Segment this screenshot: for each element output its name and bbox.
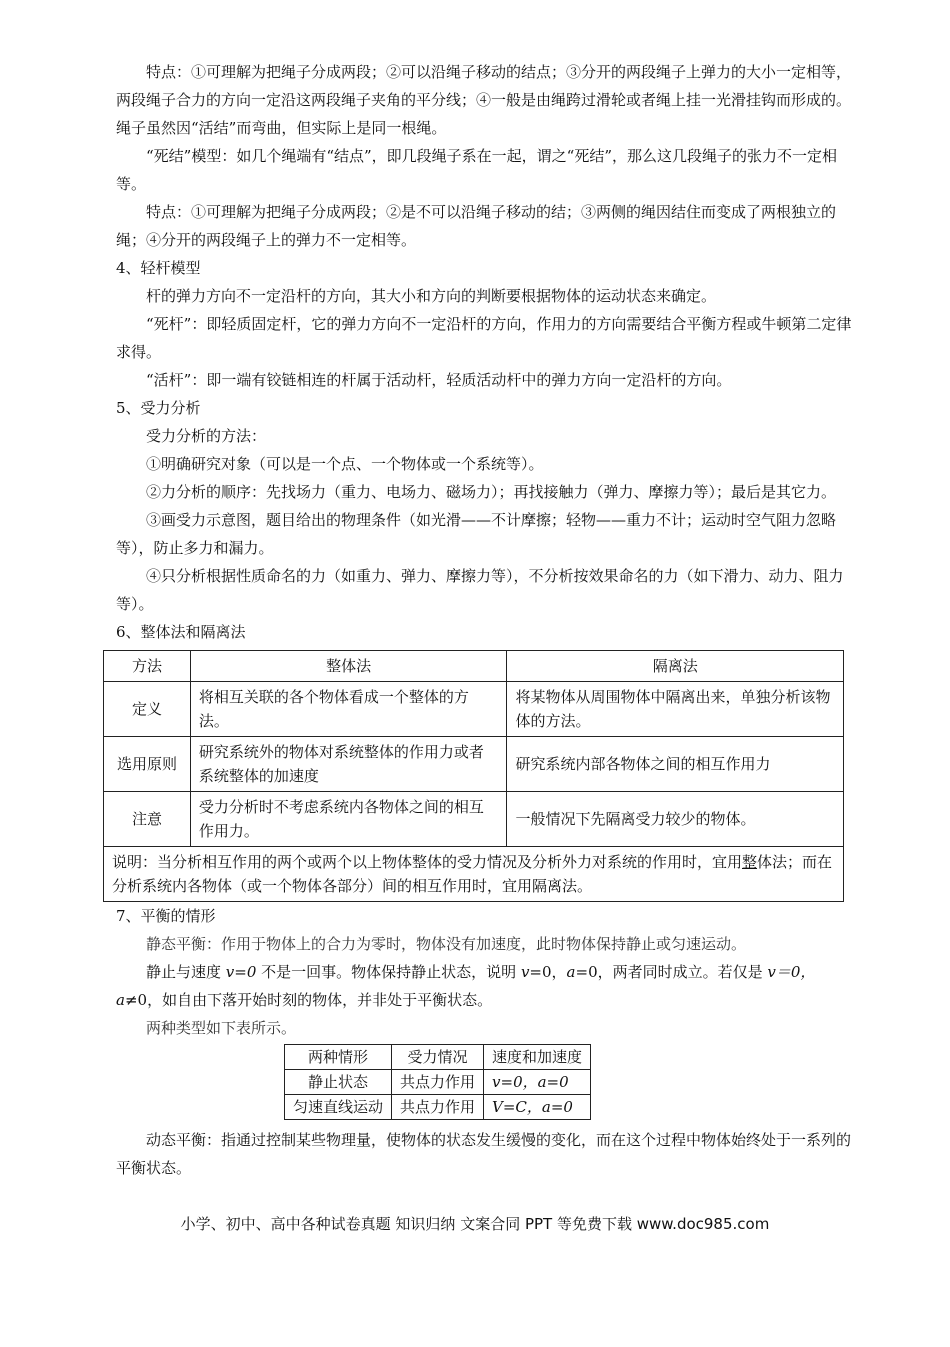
table-header-cell: 速度和加速度 [484, 1045, 591, 1070]
table-cell: V=C，a=0 [484, 1095, 591, 1120]
table-row [285, 1070, 591, 1095]
table-cell: 将相互关联的各个物体看成一个整体的方法。 [190, 682, 507, 737]
section-heading: 5、受力分析 [116, 399, 201, 417]
note-text: 体法；而在分析系统内各物体（或一个物体各部分）间的相互作用时，宜用隔离法。 [112, 853, 833, 895]
table-cell: v=0，a=0 [484, 1070, 591, 1095]
text-run: =0，两者同时成立。若仅是 [575, 963, 768, 981]
math-expr: =0 [234, 963, 257, 981]
table-row [104, 737, 844, 792]
paragraph: 杆的弹力方向不一定沿杆的方向，其大小和方向的判断要根据物体的运动状态来确定。 [146, 287, 717, 305]
equilibrium-types-table [284, 1044, 591, 1120]
table-cell: 选用原则 [104, 737, 191, 792]
table-cell: 匀速直线运动 [285, 1095, 392, 1120]
paragraph: “活杆”：即一端有铰链相连的杆属于活动杆，轻质活动杆中的弹力方向一定沿杆的方向。 [146, 371, 732, 389]
table-cell: 一般情况下先隔离受力较少的物体。 [507, 792, 844, 847]
method-comparison-table [103, 650, 844, 902]
table-note-row [104, 847, 844, 902]
table-cell: 共点力作用 [392, 1070, 484, 1095]
document-body [112, 58, 861, 1182]
paragraph: ②力分析的顺序：先找场力（重力、电场力、磁场力）；再找接触力（弹力、摩擦力等）；最后是其它力。 [146, 483, 837, 501]
table-row [104, 792, 844, 847]
note-text-underlined: 整 [742, 853, 758, 871]
math-expr: ＝0， [775, 963, 816, 981]
table-header-cell: 方法 [104, 651, 191, 682]
text-run: 不是一回事。物体保持静止状态，说明 [256, 963, 521, 981]
table-cell: 共点力作用 [392, 1095, 484, 1120]
text-run: =0， [529, 963, 567, 981]
table-header-cell: 整体法 [190, 651, 507, 682]
table-cell: 受力分析时不考虑系统内各物体之间的相互作用力。 [190, 792, 507, 847]
table-cell: 研究系统内部各物体之间的相互作用力 [507, 737, 844, 792]
math-var: a [566, 963, 576, 981]
table-header-row [104, 651, 844, 682]
paragraph [116, 958, 861, 1014]
table-row [104, 682, 844, 737]
table-note [104, 847, 844, 902]
paragraph: 受力分析的方法： [146, 427, 267, 445]
section-heading: 7、平衡的情形 [116, 907, 216, 925]
paragraph: 两种类型如下表所示。 [146, 1019, 297, 1037]
table-cell: 将某物体从周围物体中隔离出来，单独分析该物体的方法。 [507, 682, 844, 737]
note-text: 说明：当分析相互作用的两个或两个以上物体整体的受力情况及分析外力对系统的作用时，宜用 [112, 853, 743, 871]
paragraph: 动态平衡：指通过控制某些物理量，使物体的状态发生缓慢的变化，而在这个过程中物体始终处于一系列的平衡状态。 [116, 1131, 852, 1177]
paragraph: 特点：①可理解为把绳子分成两段；②是不可以沿绳子移动的结；③两侧的绳因结住而变成了两根独立的绳；④分开的两段绳子上的弹力不一定相等。 [116, 203, 837, 249]
paragraph: ①明确研究对象（可以是一个点、一个物体或一个系统等）。 [146, 455, 544, 473]
paragraph: 特点：①可理解为把绳子分成两段；②可以沿绳子移动的结点；③分开的两段绳子上弹力的大小一定相等，两段绳子合力的方向一定沿这两段绳子夹角的平分线；④一般是由绳跨过滑轮或者绳上挂一光滑挂钩而形成的。绳子虽然因“活结”而弯曲，但实际上是同一根绳。 [116, 63, 852, 137]
table-header-row [285, 1045, 591, 1070]
math-var: v [225, 963, 235, 981]
section-heading: 6、整体法和隔离法 [116, 623, 246, 641]
page-footer: 小学、初中、高中各种试卷真题 知识归纳 文案合同 PPT 等免费下载 www.doc985.com [180, 1215, 770, 1233]
math-var: v [767, 963, 776, 981]
math-var: v [520, 963, 530, 981]
table-cell: 研究系统外的物体对系统整体的作用力或者系统整体的加速度 [190, 737, 507, 792]
paragraph: “死杆”：即轻质固定杆，它的弹力方向不一定沿杆的方向，作用力的方向需要结合平衡方程或牛顿第二定律求得。 [116, 315, 852, 361]
text-run: ≠0，如自由下落开始时刻的物体，并非处于平衡状态。 [124, 991, 493, 1009]
paragraph: ④只分析根据性质命名的力（如重力、弹力、摩擦力等），不分析按效果命名的力（如下滑力、动力、阻力等）。 [116, 567, 844, 613]
table-header-cell: 隔离法 [507, 651, 844, 682]
paragraph: 静态平衡：作用于物体上的合力为零时，物体没有加速度，此时物体保持静止或匀速运动。 [146, 935, 747, 953]
table-cell: 定义 [104, 682, 191, 737]
table-header-cell: 两种情形 [285, 1045, 392, 1070]
table-cell: 静止状态 [285, 1070, 392, 1095]
text-run: 静止与速度 [146, 963, 226, 981]
paragraph: ③画受力示意图，题目给出的物理条件（如光滑——不计摩擦；轻物——重力不计；运动时空气阻力忽略等），防止多力和漏力。 [116, 511, 837, 557]
table-cell: 注意 [104, 792, 191, 847]
paragraph: “死结”模型：如几个绳端有“结点”，即几段绳子系在一起，谓之“死结”，那么这几段绳子的张力不一定相等。 [116, 147, 838, 193]
table-header-cell: 受力情况 [392, 1045, 484, 1070]
math-var: a [116, 991, 125, 1009]
section-heading: 4、轻杆模型 [116, 259, 201, 277]
table-row [285, 1095, 591, 1120]
